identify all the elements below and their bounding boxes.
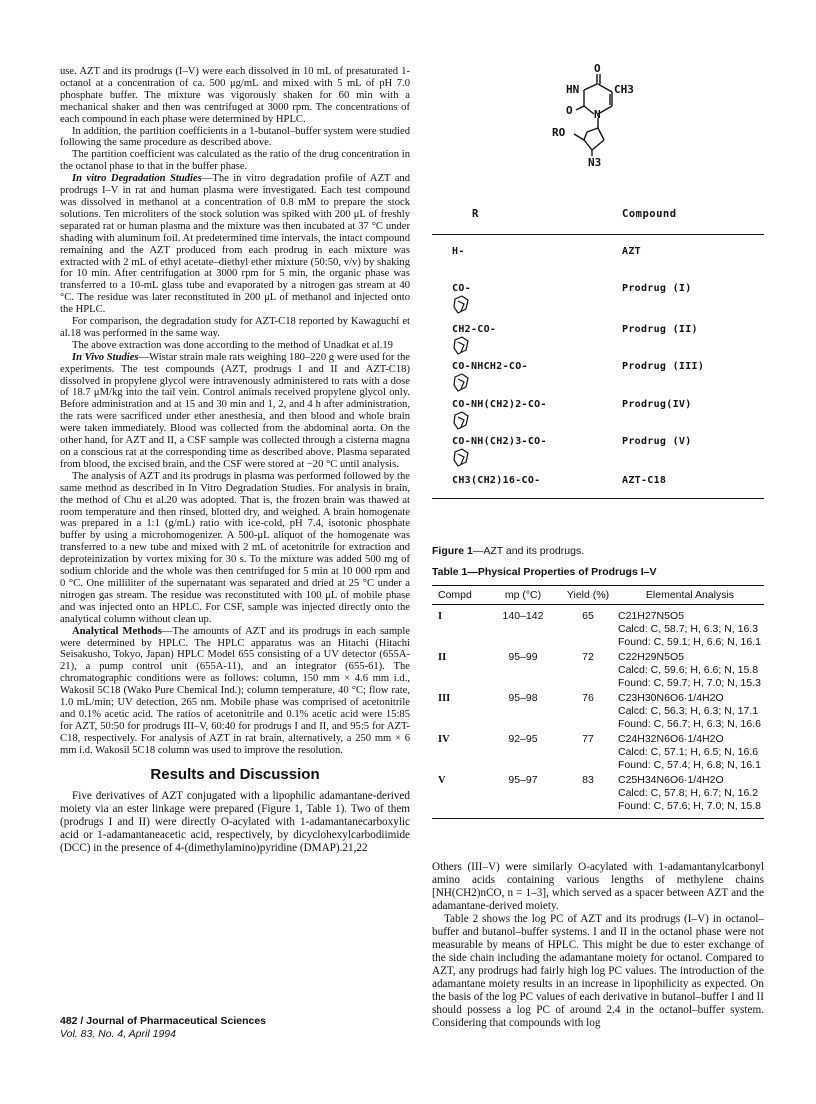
compd-cell: IV (438, 734, 450, 745)
formula: C23H30N6O6·1/4H2O (618, 692, 724, 704)
adamantane-icon (452, 411, 470, 431)
formula: C21H27N5O5 (618, 610, 684, 622)
formula: C22H29N5O5 (618, 651, 684, 663)
paragraph: The above extraction was done according to the method of Unadkat et al.19 (72, 339, 393, 351)
paragraph-body: —The in vitro degradation profile of AZT and prodrugs I–V in rat and human plasma were investigated. Each test compound was dissolved in methanol at a concentration of 0.8 mM to prepare the stock solutions. Ten microliters of the stock solution was spiked with 200 μL of freshly separated rat or human plasma and the mixture was then incubated at 37 °C under shading with aluminum foil. At predetermined time intervals, the intact compound remaining and the AZT produced from each prodrug in each mixture was extracted with 2 mL of ethyl acetate–diethyl ether mixture (50:50, v/v) by shaking for 10 min. After centrifugation at 3000 rpm for 5 min, the organic phase was transferred to a 10-mL glass tube and evaporated by a nitrogen gas stream at 40 °C. The residue was later reconstituted in 200 μL of methanol and injected onto the HPLC. (60, 173, 411, 316)
compound-name: AZT (622, 246, 641, 257)
analysis-cell (616, 691, 764, 732)
r-group: CO-NH(CH2)2-CO- (452, 399, 547, 410)
atom-label: N3 (588, 156, 602, 169)
compound-name: Prodrug (II) (622, 324, 698, 335)
found: Found: C, 57.6; H, 7.0; N, 15.8 (618, 800, 761, 812)
r-group: CO- (452, 283, 471, 294)
adamantane-icon (452, 373, 470, 393)
azt-structure-diagram (542, 60, 642, 170)
compound-name: AZT-C18 (622, 475, 667, 486)
header-rule (432, 234, 764, 235)
compd-cell: V (432, 773, 486, 819)
atom-label: HN (566, 83, 580, 96)
compd-cell: II (438, 652, 447, 663)
table-row (432, 691, 764, 732)
section-heading: Results and Discussion (150, 765, 320, 783)
col-header-mp: mp (°C) (486, 586, 560, 605)
col-header-compd: Compd (432, 586, 486, 605)
analysis-cell (616, 650, 764, 691)
atom-label: CH3 (614, 83, 634, 96)
paragraph (60, 173, 410, 316)
atom-label: O (566, 104, 573, 117)
paragraph (60, 626, 410, 757)
adamantane-icon (452, 336, 470, 356)
footer-rule (432, 498, 764, 499)
compound-name: Prodrug (III) (622, 361, 705, 372)
r-group: CH3(CH2)16-CO- (452, 475, 541, 486)
table-row (432, 732, 764, 773)
mp-cell: 92–95 (508, 733, 538, 745)
mp-cell: 95–97 (486, 773, 560, 819)
formula: C24H32N6O6·1/4H2O (618, 733, 724, 745)
paragraph: Five derivatives of AZT conjugated with a lipophilic adamantane-derived moiety via an ester linkage were prepared (Figure 1, Table 1). Two of them (prodrugs I and II) were directly O-acylated with 1-adamantanecarboxylic acid or 1-adamantaneacetic acid, respectively, by dicyclohexylcarbodiimide (DCC) in the presence of 4-(dimethylamino)pyridine (DMAP).21,22 (60, 790, 410, 855)
right-text-column (432, 861, 764, 1030)
compound-column-header: Compound (622, 208, 677, 220)
subheading: In Vivo Studies (72, 351, 139, 363)
journal-line: 482 / Journal of Pharmaceutical Sciences (60, 1015, 267, 1027)
analysis-cell (616, 605, 764, 651)
paragraph: use. AZT and its prodrugs (I–V) were each dissolved in 10 mL of presaturated 1-octanol at a concentration of ca. 500 μg/mL and mixed with 5 mL of pH 7.0 phosphate buffer. The mixture was vigorously shaken for 60 min with a mechanical shaker and then was centrifuged at 3000 rpm. The concentrations of each compound in each phase were determined by HPLC. (60, 66, 410, 125)
adamantane-icon (452, 448, 470, 468)
paragraph: Table 2 shows the log PC of AZT and its prodrugs (I–V) in octanol–buffer and butanol–buffer systems. I and II in the octanol phase were not measurable by means of HPLC. This might be due to ester exchange of the side chain including the adamantane moiety for octanol. Compared to AZT, any prodrugs had fairly high log PC values. The introduction of the adamantane moiety results in an increase in lipophilicity as expected. On the basis of the log PC values of each derivative in butanol–buffer I and II should possess a log PC of around 2.4 in the octanol–buffer system. Considering that compounds with log (432, 913, 764, 1029)
table-row (432, 650, 764, 691)
paragraph-body: —The amounts of AZT and its prodrugs in each sample were determined by HPLC. The HPLC apparatus was an Hitachi (Hitachi Seisakusho, Tokyo, Japan) HPLC Model 655 consisting of a UV detector (655A-21), a pump control unit (655A-11), and an integrator (655-61). The chromatographic conditions were as follows: column, 150 mm × 4.6 mm i.d., Wakosil 5C18 (Wako Pure Chemical Ind.); column temperature, 40 °C; flow rate, 1.0 mL/min; UV detection, 265 nm. Mobile phase was comprised of acetonitrile and 0.1% acetic acid. The ratios of acetonitrile and 0.1% acetic acid were 15:85 for AZT, 50:50 for prodrugs III–V, 60:40 for prodrugs I and II, and 95:5 for AZT-C18, respectively. For analysis of AZT in rat brain, alternatively, a 250 mm × 6 mm i.d. Wakosil 5C18 column was used to improve the resolution. (60, 625, 411, 756)
found: Found: C, 59.1; H, 6.6; N, 16.1 (618, 636, 761, 648)
atom-label: N (594, 108, 601, 121)
table-title: Table 1—Physical Properties of Prodrugs I–V (432, 566, 657, 578)
yield-cell: 77 (582, 733, 594, 745)
analysis-cell (616, 732, 764, 773)
paragraph: The partition coefficient was calculated as the ratio of the drug concentration in the octanol phase to that in the buffer phase. (60, 149, 410, 173)
figure-caption-label: Figure 1 (432, 545, 473, 557)
table-1 (432, 585, 764, 819)
analysis-cell (616, 773, 764, 819)
figure-caption-text: —AZT and its prodrugs. (472, 545, 585, 557)
atom-label: RO (552, 126, 566, 139)
subheading: In vitro Degradation Studies (72, 173, 202, 185)
col-header-yield: Yield (%) (560, 586, 616, 605)
yield-cell: 72 (582, 651, 594, 663)
compound-name: Prodrug (I) (622, 283, 692, 294)
calcd: Calcd: C, 57.8; H, 6.7; N, 16.2 (618, 787, 759, 799)
yield-cell: 76 (582, 692, 594, 704)
atom-label: O (594, 62, 601, 75)
compound-name: Prodrug(IV) (622, 399, 692, 410)
adamantane-icon (452, 295, 470, 315)
found: Found: C, 59.7; H, 7.0; N, 15.3 (618, 677, 761, 689)
formula: C25H34N6O6·1/4H2O (618, 774, 724, 786)
calcd: Calcd: C, 58.7; H, 6.3; N, 16.3 (618, 623, 759, 635)
r-group: CH2-CO- (452, 324, 497, 335)
compd-cell: III (438, 693, 451, 704)
paragraph: For comparison, the degradation study for AZT-C18 reported by Kawaguchi et al.18 was performed in the same way. (60, 316, 410, 339)
r-group: CO-NH(CH2)3-CO- (452, 436, 547, 447)
figure-1 (432, 60, 764, 530)
table-row (432, 605, 764, 651)
found: Found: C, 57.4; H, 6.8; N, 16.1 (618, 759, 761, 771)
compd-cell: I (438, 611, 443, 622)
yield-cell: 65 (582, 610, 594, 622)
yield-cell: 83 (560, 773, 616, 819)
mp-cell: 95–98 (508, 692, 538, 704)
mp-cell: 140–142 (502, 610, 544, 622)
page-footer (60, 1015, 266, 1041)
col-header-analysis: Elemental Analysis (616, 586, 764, 605)
r-group: H- (452, 246, 465, 257)
r-group: CO-NHCH2-CO- (452, 361, 528, 372)
found: Found: C, 56.7; H, 6.3; N, 16.6 (618, 718, 761, 730)
paragraph (60, 352, 410, 471)
paragraph: The analysis of AZT and its prodrugs in plasma was performed followed by the same method as described in In Vitro Degradation Studies. For analysis in brain, the method of Chu et al.20 was adopted. That is, the frozen brain was thawed at room temperature and then rinsed, blotted dry, and weighed. A brain homogenate was prepared in a 1:1 (g/mL) ratio with ice-cold, pH 7.4, isotonic phosphate buffer by using a microhomogenizer. A 500-μL aliquot of the homogenate was transferred to a new tube and mixed with 2 mL of acetonitrile for extraction and deproteinization by vortex mixing for 30 s. To the mixture was added 500 mg of sodium chloride and the whole was then centrifuged for 5 min at 10 000 rpm and 0 °C. One milliliter of the supernatant was separated and dried at 25 °C under a nitrogen gas stream. The residue was reconstituted with 100 μL of mobile phase and was injected onto an HPLC. For CSF, sample was injected directly onto the analytical column without clean up. (60, 470, 410, 625)
paragraph: In addition, the partition coefficients in a 1-butanol–buffer system were studied following the same procedure as described above. (60, 125, 410, 149)
calcd: Calcd: C, 56.3; H, 6.3; N, 17.1 (618, 705, 759, 717)
volume-line: Vol. 83, No. 4, April 1994 (60, 1028, 176, 1040)
r-column-header: R (472, 208, 479, 220)
left-text-column (60, 66, 410, 855)
paragraph: Others (III–V) were similarly O-acylated with 1-adamantanylcarbonyl amino acids containing various lengths of methylene chains [NH(CH2)nCO, n = 1–3], which served as a spacer between AZT and the adamantane-derived moiety. (432, 861, 764, 912)
compound-name: Prodrug (V) (622, 436, 692, 447)
calcd: Calcd: C, 59.6; H, 6.6; N, 15.8 (618, 664, 759, 676)
table-header-row (432, 586, 764, 605)
mp-cell: 95–99 (508, 651, 538, 663)
table-row (432, 773, 764, 819)
calcd: Calcd: C, 57.1; H, 6.5; N, 16.6 (618, 746, 759, 758)
subheading: Analytical Methods (72, 625, 162, 637)
paragraph-body: —Wistar strain male rats weighing 180–220 g were used for the experiments. The test compounds (AZT, prodrugs I and II and AZT-C18) dissolved in propylene glycol were intravenously administered to rats with a dose of 18.7 μM/kg into the tail vein. Control animals received propylene glycol only. Before administration and at 15 and 30 min and 1, 2, and 4 h after administration, the rats were sacrificed under ether anesthesia, and then blood and whole brain were taken immediately. Blood was collected from the abdominal aorta. On the other hand, for AZT and II, a CSF sample was collected through a cisterna magna on a conscious rat at the corresponding time as described above. Plasma separated from blood, the excised brain, and the CSF were stored at −20 °C until analysis. (60, 351, 410, 470)
figure-caption (432, 545, 584, 557)
